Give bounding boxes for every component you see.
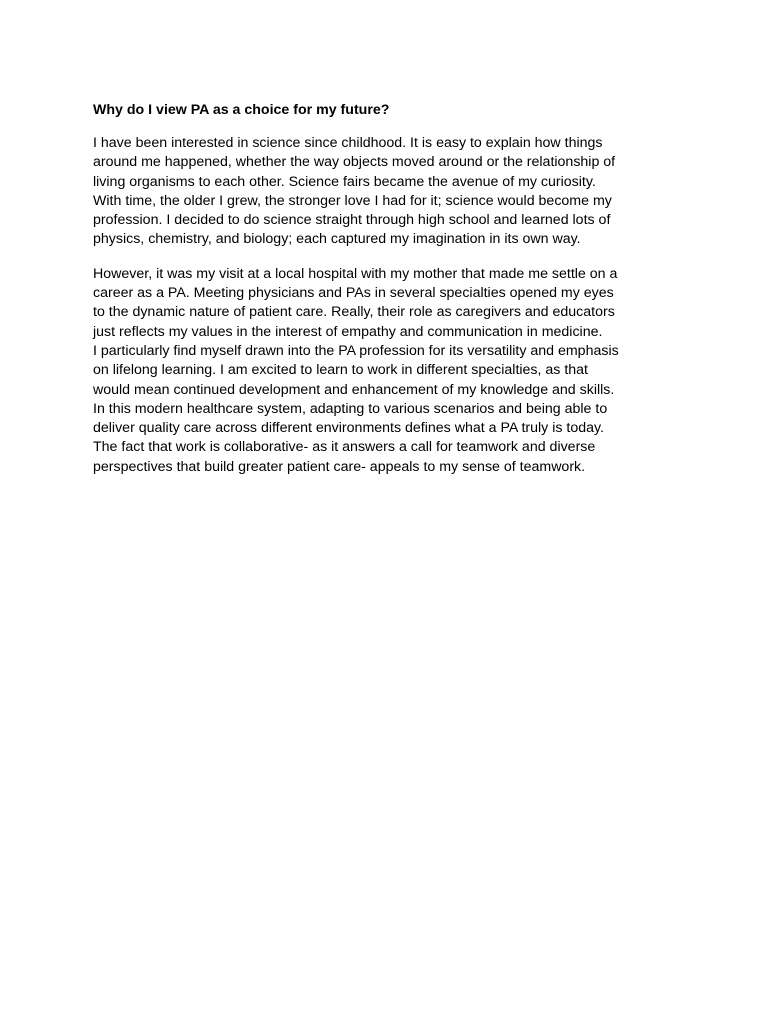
text-line: deliver quality care across different environments defines what a PA truly is today. [93,420,605,437]
text-line: career as a PA. Meeting physicians and PAs in several specialties opened my eyes [93,285,614,302]
text-line: I particularly find myself drawn into the PA profession for its versatility and emphasis [93,342,619,359]
text-line: living organisms to each other. Science fairs became the avenue of my curiosity. [93,173,596,190]
document-title: Why do I view PA as a choice for my future? [93,102,390,118]
text-line: The fact that work is collaborative- as it answers a call for teamwork and diverse [93,439,596,456]
text-line: around me happened, whether the way objects moved around or the relationship of [93,154,616,171]
text-line: on lifelong learning. I am excited to learn to work in different specialties, as that [93,362,588,379]
text-line: physics, chemistry, and biology; each captured my imagination in its own way. [93,231,581,248]
document-page [93,100,683,477]
text-line: However, it was my visit at a local hospital with my mother that made me settle on a [93,265,618,282]
text-line: profession. I decided to do science straight through high school and learned lots of [93,212,611,229]
paragraph-1 [93,134,683,250]
text-line: would mean continued development and enhancement of my knowledge and skills. [93,381,615,398]
text-line: With time, the older I grew, the stronger love I had for it; science would become my [93,192,612,209]
text-line: to the dynamic nature of patient care. Really, their role as caregivers and educators [93,304,615,321]
text-line: just reflects my values in the interest of empathy and communication in medicine. [93,323,603,340]
text-line: perspectives that build greater patient care- appeals to my sense of teamwork. [93,458,586,475]
text-line: In this modern healthcare system, adapting to various scenarios and being able to [93,400,608,417]
paragraph-2 [93,265,683,477]
text-line: I have been interested in science since childhood. It is easy to explain how things [93,135,603,151]
